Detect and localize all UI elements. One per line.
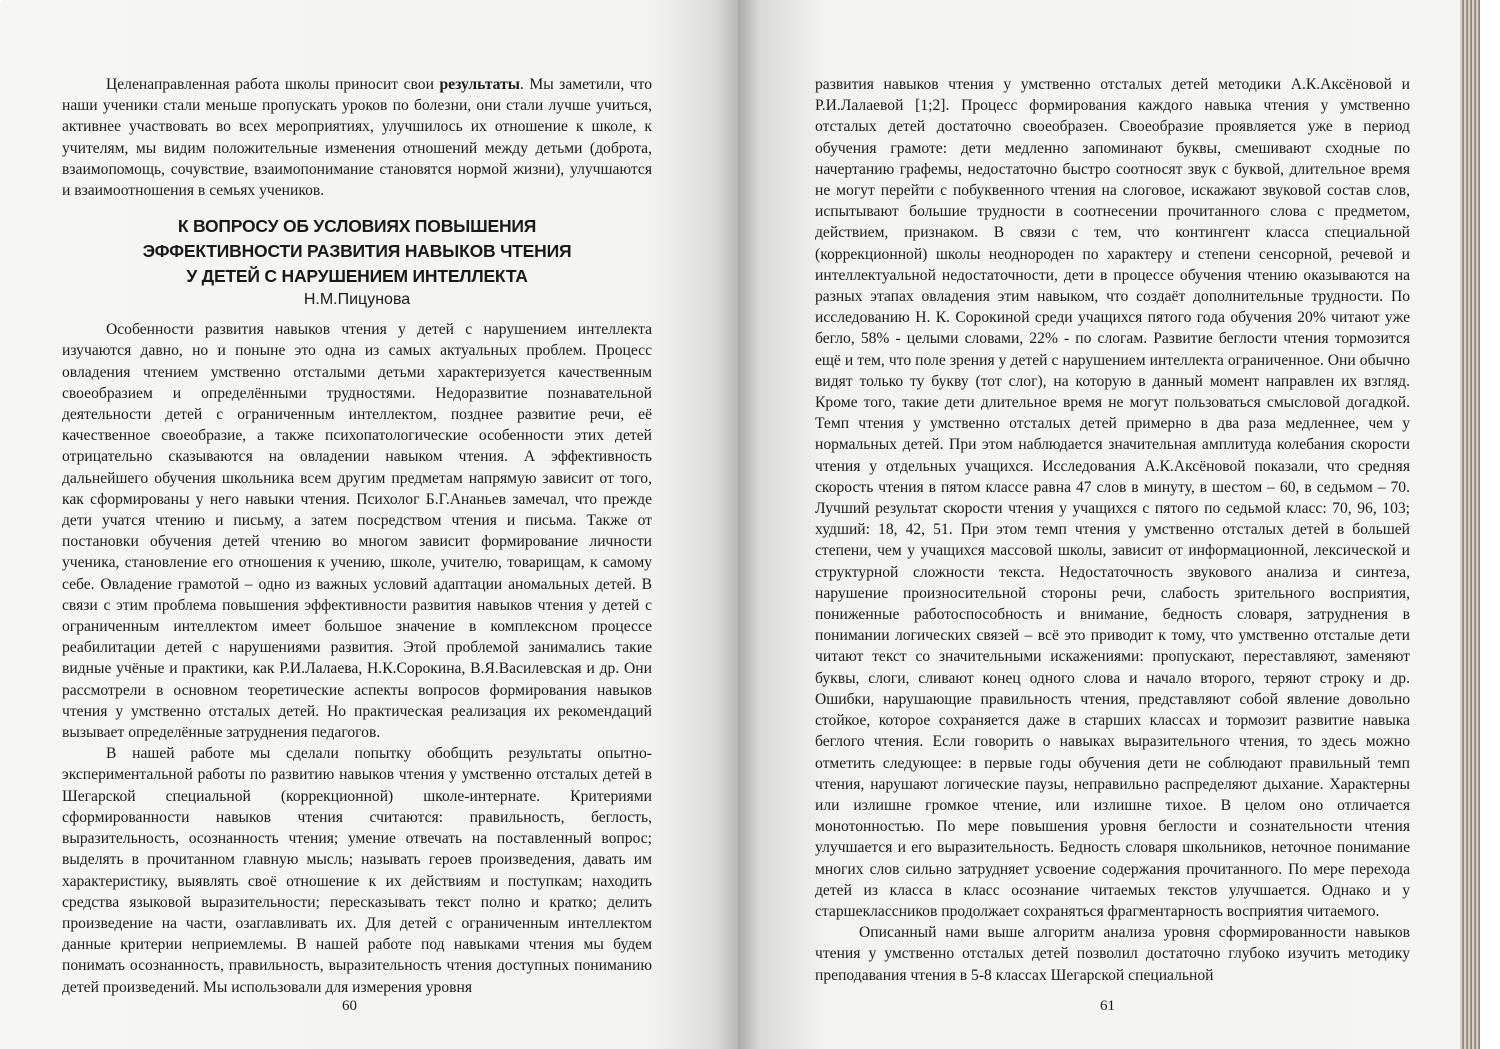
article-author: Н.М.Пицунова [303, 291, 411, 309]
page-edges [1460, 0, 1480, 1049]
article-title-line-2: ЭФФЕКТИВНОСТИ РАЗВИТИЯ НАВЫКОВ ЧТЕНИЯ [142, 241, 572, 262]
right-page-text [815, 74, 1410, 986]
article-title-line-1: К ВОПРОСУ ОБ УСЛОВИЯХ ПОВЫШЕНИЯ [177, 216, 537, 237]
page-number-right: 61 [1100, 998, 1115, 1014]
left-paragraph-2: В нашей работе мы сделали попытку обобщить результаты опытно-экспериментальной работы по развитию навыков чтения у умственно отсталых детей в Шегарской специальной (коррекционной) школе-интернате. Критериями сформированности навыков чтения считаются: правильность, беглость, выразительность, осознанность чтения; умение отвечать на поставленный вопрос; выделять в прочитанном главную мысль; называть героев произведения, давать им характеристику, выявлять своё отношение к их действиям и поступкам; находить средства языковой выразительности; пересказывать текст полно и кратко; делить произведение на части, озаглавливать их. Для детей с ограниченным интеллектом данные критерии неприемлемы. В нашей работе под навыками чтения мы будем понимать осознанность, правильность, выразительность чтения доступных пониманию детей произведений. Мы использовали для измерения уровня [62, 745, 652, 996]
page-number-left: 60 [342, 998, 357, 1014]
left-page-text [62, 74, 652, 998]
left-page [0, 0, 738, 1049]
article-title [62, 214, 652, 289]
intro-paragraph: Целенаправленная работа школы приносит свои результаты. Мы заметили, что наши ученики стали меньше пропускать уроков по болезни, они стали лучше учиться, активнее участвовать во всех мероприятиях, улучшилось их отношение к школе, к учителям, мы видим положительные изменения отношений между детьми (доброта, взаимопомощь, сочувствие, взаимопонимание становятся нормой жизни), улучшаются и взаимоотношения в семьях учеников. [62, 76, 653, 200]
right-paragraph-2: Описанный нами выше алгоритм анализа уровня сформированности навыков чтения у умственно отсталых детей позволил достаточно глубоко изучить методику преподавания чтения в 5-8 классах Шегарской специальной [815, 924, 1410, 984]
article-title-line-3: У ДЕТЕЙ С НАРУШЕНИЕМ ИНТЕЛЛЕКТА [186, 266, 528, 287]
intro-bold-word: результаты [439, 76, 520, 93]
left-paragraph-1: Особенности развития навыков чтения у детей с нарушением интеллекта изучаются давно, но и поныне это одна из самых актуальных проблем. Процесс овладения чтением умственно отсталыми детьми характеризуется качественным своеобразием и определёнными трудностями. Недоразвитие познавательной деятельности детей с ограниченным интеллектом, позднее развитие речи, её качественное своеобразие, а также психопатологические особенности этих детей отрицательно сказываются на овладении навыком чтения. А эффективность дальнейшего обучения школьника всем другим предметам напрямую зависит от того, как сформированы у него навыки чтения. Психолог Б.Г.Ананьев замечал, что прежде дети учатся чтению и письму, а затем посредством чтения и письма. Также от постановки обучения детей чтению во многом зависит формирование личности ученика, становление его отношения к учению, школе, учителю, товарищам, к самому себе. Овладение грамотой – одно из важных условий адаптации аномальных детей. В связи с этим проблема повышения эффективности развития навыков чтения у детей с ограниченным интеллектом имеет большое значение в комплексном процессе реабилитации детей с нарушениями развития. Этой проблемой занимались такие видные учёные и практики, как Р.И.Лалаева, Н.К.Сорокина, В.Я.Василевская и др. Они рассмотрели в основном теоретические аспекты вопросов формирования навыков чтения у умственно отсталых детей. Но практическая реализация их рекомендаций вызывает определённые затруднения педагогов. [62, 321, 652, 742]
right-page [738, 0, 1480, 1049]
right-paragraph-1: развития навыков чтения у умственно отсталых детей методики А.К.Аксёновой и Р.И.Лалаевой [1;2]. Процесс формирования каждого навыка чтения у умственно отсталых детей достаточно своеобразен. Своеобразие проявляется уже в период обучения грамоте: дети медленно запоминают буквы, смешивают сходные по начертанию графемы, недостаточно быстро соотносят звук с буквой, длительное время не могут перейти с побуквенного чтения на слоговое, искажают звуковой состав слов, испытывают большие трудности в соотнесении прочитанного слова с предметом, действием, признаком. В связи с тем, что контингент класса специальной (коррекционной) школы неоднороден по характеру и степени сенсорной, речевой и интеллектуальной недостаточности, дети в процессе обучения чтению оказываются на разных этапах овладения этим навыком, что создаёт дополнительные трудности. По исследованию Н. К. Сорокиной среди учащихся пятого года обучения 20% читают уже бегло, 58% - целыми словами, 22% - по слогам. Развитие беглости чтения тормозится ещё и тем, что поле зрения у детей с нарушением интеллекта ограниченное. Они обычно видят только ту букву (тот слог), на которую в данный момент направлен их взгляд. Кроме того, такие дети длительное время не могут пользоваться смысловой догадкой. Темп чтения у умственно отсталых детей примерно в два раза медленнее, чем у нормальных детей. При этом наблюдается значительная амплитуда колебания скорости чтения у отдельных учащихся. Исследования А.К.Аксёновой показали, что средняя скорость чтения в пятом классе равна 47 слов в минуту, в шестом – 60, в седьмом – 70. Лучший результат скорости чтения у учащихся с пятого по седьмой класс: 70, 96, 103; худший: 18, 42, 51. При этом темп чтения у умственно отсталых детей в большей степени, чем у учащихся массовой школы, зависит от информационной, лексической и структурной сложности текста. Недостаточность звукового анализа и синтеза, нарушение произносительной стороны речи, слабость зрительного восприятия, пониженные работоспособность и внимание, бедность словаря, затруднения в понимании логических связей – всё это приводит к тому, что умственно отсталые дети читают текст со значительными искажениями: пропускают, переставляют, заменяют буквы, слоги, сливают конец одного слова и начало второго, теряют строку и др. Ошибки, нарушающие правильность чтения, представляют собой явление довольно стойкое, которое сохраняется даже в старших классах и тормозит развитие навыка беглого чтения. Если говорить о навыках выразительного чтения, то здесь можно отметить следующее: в первые годы обучения дети не соблюдают правильный темп чтения, нарушают логические паузы, неправильно распределяют дыхание. Характерны или излишне громкое чтение, или излишне тихое. В целом оно отличается монотонностью. По мере повышения уровня беглости и сознательности чтения улучшается и его выразительность. Бедность словаря школьников, неточное понимание многих слов сильно затрудняет усвоение содержания прочитанного. По мере перехода детей из класса в класс осознание читаемых текстов улучшается. Однако и у старшеклассников продолжает сохраняться фрагментарность восприятия читаемого. [815, 76, 1410, 920]
